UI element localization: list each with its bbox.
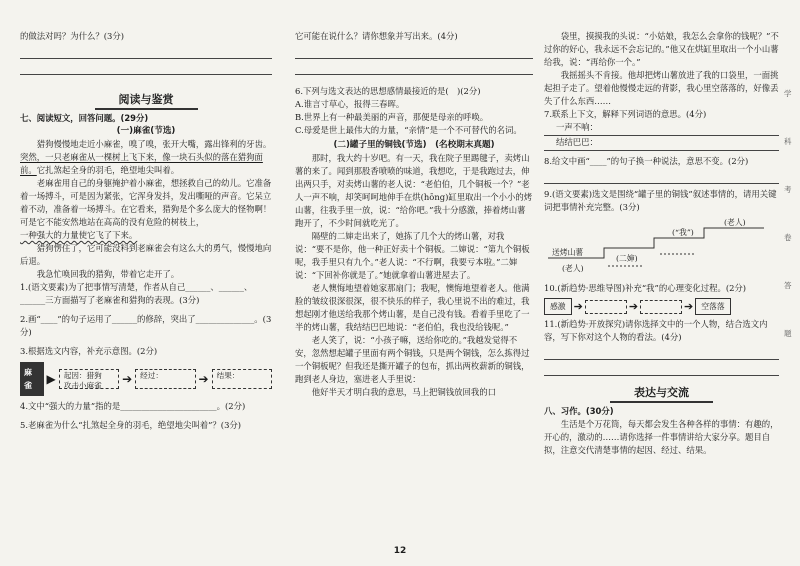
question-10: 10.(新趋势·思维导图)补充“我”的心理变化过程。(2分) bbox=[544, 283, 747, 293]
paragraph: 老麻雀用自己的身躯掩护着小麻雀，想拯救自己的幼儿。它准备着一场搏斗，可是因为紧张，它浑身发抖，发出嘶哑的声音。它呆立着不动，准备着一场搏斗。在它看来，猎狗是个多么庞大的怪物啊！可是它不能安然地站在高高的没有危险的树枝上， 一种强大的力量使它飞了下来。 bbox=[20, 178, 272, 240]
arrow-icon: ➔ bbox=[122, 371, 133, 386]
section-heading: 阅读与鉴赏 bbox=[20, 91, 272, 110]
question-text: 它可能在说什么？请你想象并写出来。(4分) bbox=[295, 31, 458, 41]
question-4: 4.文中“强大的力量”指的是_______________________。(2分) bbox=[20, 401, 246, 411]
question-11: 11.(新趋势·开放探究)请你选择文中的一个人物，结合选文内容，写下你对这个人物的看法。(4分) bbox=[544, 319, 768, 342]
question-7: 7.联系上下文，解释下列词语的意思。(4分) bbox=[544, 109, 707, 119]
flow-box-process[interactable]: 经过： bbox=[135, 369, 195, 389]
arrow-icon: ➔ bbox=[684, 300, 694, 313]
answer-line[interactable] bbox=[295, 59, 533, 75]
paragraph: 我急忙唤回我的猎狗，带着它走开了。 bbox=[36, 269, 180, 279]
answer-line[interactable] bbox=[544, 344, 779, 360]
question-8: 8.给文中画“____”的句子换一种说法，意思不变。(2分) bbox=[544, 156, 749, 166]
flow-label: 麻雀 bbox=[20, 362, 44, 396]
arrow-icon: ▶ bbox=[46, 371, 56, 386]
page-number: 12 bbox=[393, 546, 407, 556]
paragraph: 他好半天才明白我的意思，马上把铜钱放回我的口 bbox=[311, 387, 497, 397]
question-5: 5.老麻雀为什么“扎煞起全身的羽毛，绝望地尖叫着”？(3分) bbox=[20, 420, 242, 430]
task-heading: 八、习作。(30分) bbox=[544, 406, 614, 416]
paragraph: 我摇摇头不肯接。他却把烤山薯放进了我的口袋里，一面挑起担子走了。望着他慢慢走远的背影，我心里空落落的，好像丢失了什么东西…… bbox=[544, 70, 779, 106]
option-b[interactable]: B.世界上有一种最美丽的声音，那便是母亲的呼唤。 bbox=[295, 112, 489, 122]
arrow-icon: ➔ bbox=[628, 300, 639, 313]
arrow-icon: ➔ bbox=[573, 300, 583, 313]
word-answer-1[interactable]: 一声不响： bbox=[544, 121, 779, 136]
paragraph: 老人笑了，说：“小孩子嘛，送给你吃的。”我越发觉得不安，忽然想起罐子里面有两个铜钱，只是两个铜钱，怎么拣得过一个铜板呢？但我还是撕开罐子的包布，抓出两枚薪新的铜钱，跑到老人身边，塞进老人手里说： bbox=[295, 335, 530, 384]
paragraph: 隔壁的二婶走出来了，她拣了几个大的烤山薯，对我说：“要不是你，他一种正好卖十个铜板。二婶说：“第九个铜板呢，我手里只有九个。”老人说：“不行啊，我要亏本啦。”二婶说：“下回补你就是了。”她就拿着山薯进屋去了。 bbox=[295, 231, 530, 280]
question-3: 3.根据选文内容，补充示意图。(2分) bbox=[20, 346, 158, 356]
arrow-icon: ➔ bbox=[198, 371, 209, 386]
flow-diagram bbox=[20, 362, 272, 396]
option-a[interactable]: A.谁言寸草心，报得三春晖。 bbox=[295, 99, 405, 109]
paragraph: 袋里，摸摸我的头说：“小姑娘，我怎么会拿你的钱呢？”不过你的好心，我永远不会忘记的。”他又在烘缸里取出一个小山薯给我，说：“再给你一个。” bbox=[544, 31, 779, 67]
flow-box-cause: 起因：猎狗 攻击小麻雀 bbox=[59, 369, 119, 389]
right-column bbox=[544, 0, 779, 566]
question-6: 6.下列与选文表达的思想感情最接近的是( )(2分) bbox=[295, 86, 481, 96]
stair-diagram bbox=[544, 218, 779, 278]
question-2: 2.画“____”的句子运用了______的修辞，突出了______________。(3分) bbox=[20, 314, 272, 337]
paragraph: 生活是个万花筒，每天都会发生各种各样的事情：有趣的，开心的，激动的……请你选择一件事情讲给大家分享。题目自拟，注意交代清楚事情的起因、经过、结果。 bbox=[544, 419, 779, 455]
passage-title: (二)罐子里的铜钱(节选) (名校期末真题) bbox=[333, 140, 495, 150]
paragraph: 猎狗愣住了，它可能没料到老麻雀会有这么大的勇气，慢慢地向后退。 bbox=[20, 243, 272, 266]
question-text: 的做法对吗？为什么？(3分) bbox=[20, 31, 124, 41]
answer-line[interactable] bbox=[20, 43, 272, 59]
mind-box-start: 感激 bbox=[544, 298, 572, 315]
stair-label: (老人) bbox=[562, 264, 584, 273]
mind-box-blank[interactable] bbox=[640, 300, 682, 314]
answer-line[interactable] bbox=[295, 43, 533, 59]
stair-label: (老人) bbox=[724, 218, 746, 227]
section-heading: 表达与交流 bbox=[544, 384, 779, 403]
paragraph: 猎狗慢慢地走近小麻雀，嗅了嗅，张开大嘴，露出锋利的牙齿。突然，一只老麻雀从一棵树上飞下来，像一块石头似的落在猎狗面前。它扎煞起全身的羽毛，绝望地尖叫着。 bbox=[20, 139, 272, 175]
margin-decoration: 学 科 考 卷 答 题 bbox=[784, 89, 792, 338]
question-1: 1.(语文要素)为了把事情写清楚，作者从自己______、______、______三方面描写了老麻雀和猎狗的表现。(3分) bbox=[20, 282, 253, 305]
stair-label: (二婶) bbox=[616, 254, 638, 263]
answer-line[interactable] bbox=[20, 59, 272, 75]
mind-box-end: 空落落 bbox=[695, 298, 730, 315]
task-heading: 七、阅读短文，回答问题。(29分) bbox=[20, 113, 149, 123]
mind-box-blank[interactable] bbox=[585, 300, 627, 314]
answer-line[interactable] bbox=[544, 360, 779, 376]
word-answer-2[interactable]: 结结巴巴： bbox=[544, 136, 779, 151]
passage-title: (一)麻雀(节选) bbox=[116, 126, 176, 136]
question-9: 9.(语文要素)选文是围绕“罐子里的铜钱”叙述事情的，请用关键词把事情补充完整。(3分) bbox=[544, 189, 777, 212]
left-column bbox=[20, 0, 272, 566]
paragraph: 那时，我大约十岁吧。有一天，我在院子里踢毽子，卖烤山薯的来了。闻到那股香喷喷的味道，我想吃，于是我跑过去，伸出两只手，对卖烤山薯的老人说：“老伯伯，几个铜板一个？”老人一声不响，却笑呵呵地伸手在烘(hōng)缸里取出一个小小的烤山薯，往我手里一放，说：“给你吧。”我十分感激，捧着烤山薯跑开了，不少时间就吃光了。 bbox=[295, 153, 533, 228]
stair-label: 送烤山薯 bbox=[552, 248, 584, 257]
flow-box-result[interactable]: 结果： bbox=[212, 369, 272, 389]
mind-map bbox=[544, 298, 779, 315]
paragraph: 老人懊悔地望着她家那扇门；我呢，懊悔地望着老人。他满脸的皱纹很深很深，很不快乐的样子，我心里说不出的难过，我想起刚才他送给我那个烤山薯，是自己没有钱。看着手里吃了一半的烤山薯，我结结巴巴地说：“老伯伯，我也没给钱呢。” bbox=[295, 283, 530, 332]
middle-column bbox=[295, 0, 533, 566]
option-c[interactable]: C.母爱是世上最伟大的力量，“亲情”是一个不可替代的名词。 bbox=[295, 125, 522, 135]
stair-label: (“我”) bbox=[672, 228, 694, 237]
answer-line[interactable] bbox=[544, 168, 779, 184]
